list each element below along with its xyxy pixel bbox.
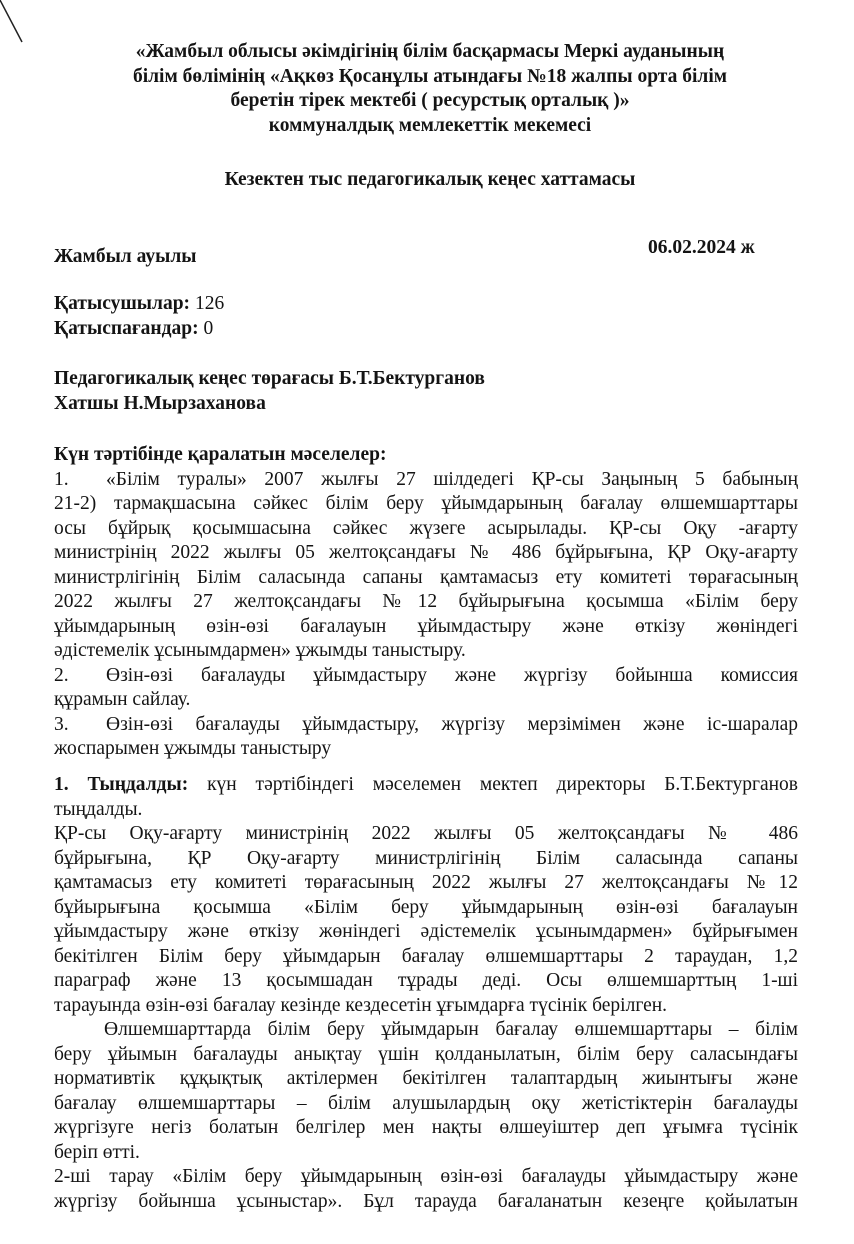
agenda-item-3-number: 3. xyxy=(54,713,69,735)
agenda-item-1-line: ұйымдарының өзін-өзі бағалауын ұйымдастыру және өткізу жөніндегі xyxy=(54,615,798,637)
council-block xyxy=(54,367,798,416)
organization-header xyxy=(60,40,800,138)
place-name: Жамбыл ауылы xyxy=(54,246,197,267)
document-title: Кезектен тыс педагогикалық кеңес хаттамасы xyxy=(224,169,636,190)
absent-label: Қатыспағандар: xyxy=(54,317,199,339)
agenda-item-1-line: министрінің 2022 жылғы 05 желтоқсандағы № 486 бұйрығына, ҚР Оқу-ағарту xyxy=(54,542,798,563)
paragraph-1-line: ұйымдастыру және өткізу жөніндегі әдістемелік ұсынымдармен» бұйрығымен xyxy=(54,921,798,942)
council-secretary: Хатшы Н.Мырзаханова xyxy=(54,392,266,414)
heard-section xyxy=(54,773,798,1214)
paragraph-1-line: параграф және 13 қосымшадан тұрады деді. Осы өлшемшарттың 1-ші xyxy=(54,970,798,991)
agenda-item-2-line: құрамын сайлау. xyxy=(54,689,191,710)
council-chair: Педагогикалық кеңес төрағасы Б.Т.Бектурганов xyxy=(54,368,485,389)
paragraph-2-line: бағалау өлшемшарттары – білім алушылардың оқу жетістіктерін бағалауды xyxy=(54,1092,798,1114)
paragraph-2-line: нормативтік құқықтық актілермен бекітілген талаптардың жиынтығы және xyxy=(54,1068,798,1089)
agenda-item-1-line: министрлігінің Білім саласында сапаны қамтамасыз ету комитеті төрағасының xyxy=(54,566,798,588)
attendance-block xyxy=(54,292,798,341)
agenda-item-1-line: 1. «Білім туралы» 2007 жылғы 27 шілдедегі ҚР-сы Заңының 5 бабының xyxy=(54,468,798,493)
present-value: 126 xyxy=(194,293,225,314)
paragraph-3-line: жүргізу бойынша ұсыныстар». Бұл тарауда бағаланатын кезеңге қойылатын xyxy=(54,1190,798,1212)
agenda-item-1-number: 1. xyxy=(54,468,69,490)
paragraph-1-line: тарауында өзін-өзі бағалау кезінде кездесетін ұғымдарға түсінік берілген. xyxy=(54,994,668,1016)
header-line-2: білім бөлімінің «Ақкөз Қосанұлы атындағы №18 жалпы орта білім xyxy=(132,65,728,87)
scan-corner-mark xyxy=(0,0,30,50)
paragraph-2-line: беріп өтті. xyxy=(54,1141,140,1163)
paragraph-2-line: Өлшемшарттарда білім беру ұйымдарын бағалау өлшемшарттары – білім xyxy=(104,1019,798,1040)
header-line-3: беретін тірек мектебі ( ресурстық орталық )» xyxy=(230,90,630,111)
paragraph-1-line: бұйырығына қосымша «Білім беру ұйымдарының өзін-өзі бағалауын xyxy=(54,896,798,918)
heard-label: 1. Тыңдалды: xyxy=(54,774,189,795)
agenda-item-2-number: 2. xyxy=(54,664,69,686)
agenda-item-1-line: осы бұйрық қосымшасына сәйкес жүзеге асырылады. ҚР-сы Оқу -ағарту xyxy=(54,517,798,539)
paragraph-2-line: жүргізуге негіз болатын белгілер мен нақты өлшеуіштер деп ұғымға түсінік xyxy=(54,1117,798,1138)
paragraph-3-line: 2-ші тарау «Білім беру ұйымдарының өзін-өзі бағалауды ұйымдастыру және xyxy=(54,1166,798,1187)
agenda-item-2-line: 2. Өзін-өзі бағалауды ұйымдастыру және жүргізу бойынша комиссия xyxy=(54,664,798,689)
paragraph-2-line: беру ұйымын бағалауды анықтау үшін қолданылатын, білім беру саласындағы xyxy=(54,1043,798,1065)
agenda-block xyxy=(54,443,798,762)
paragraph-1-line: бекітілген Білім беру ұйымдарын бағалау өлшемшарттары 2 тараудан, 1,2 xyxy=(54,945,798,967)
agenda-heading: Күн тәртібінде қаралатын мәселелер: xyxy=(54,444,387,465)
document-date: 06.02.2024 ж xyxy=(648,237,755,258)
paragraph-1-line: ҚР-сы Оқу-ағарту министрінің 2022 жылғы 05 желтоқсандағы № 486 xyxy=(54,823,798,844)
absent-value: 0 xyxy=(203,317,214,339)
agenda-item-1-line: 2022 жылғы 27 желтоқсандағы №12 бұйырығына қосымша «Білім беру xyxy=(54,591,798,612)
agenda-item-1-line: 21-2) тармақшасына сәйкес білім беру ұйымдарының бағалау өлшемшарттары xyxy=(54,493,798,514)
heard-line: тыңдалды. xyxy=(54,798,143,820)
header-line-1: «Жамбыл облысы әкімдігінің білім басқармасы Меркі ауданының xyxy=(135,41,725,62)
header-line-4: коммуналдық мемлекеттік мекемесі xyxy=(268,114,592,136)
paragraph-1-line: қамтамасыз ету комитеті төрағасының 2022 жылғы 27 желтоқсандағы №12 xyxy=(54,872,798,893)
agenda-item-3-line: 3. Өзін-өзі бағалауды ұйымдастыру, жүргізу мерзімімен және іс-шаралар xyxy=(54,713,798,738)
agenda-item-3-line: жоспарымен ұжымды таныстыру xyxy=(54,738,332,759)
paragraph-1-line: бұйрығына, ҚР Оқу-ағарту министрлігінің Білім саласында сапаны xyxy=(54,847,798,869)
heard-first-line: 1. Тыңдалды: күн тәртібіндегі мәселемен мектеп директоры Б.Т.Бектурганов xyxy=(54,774,798,795)
agenda-item-1-line: әдістемелік ұсынымдармен» ұжымды таныстыру. xyxy=(54,640,466,661)
present-label: Қатысушылар: xyxy=(54,293,191,314)
